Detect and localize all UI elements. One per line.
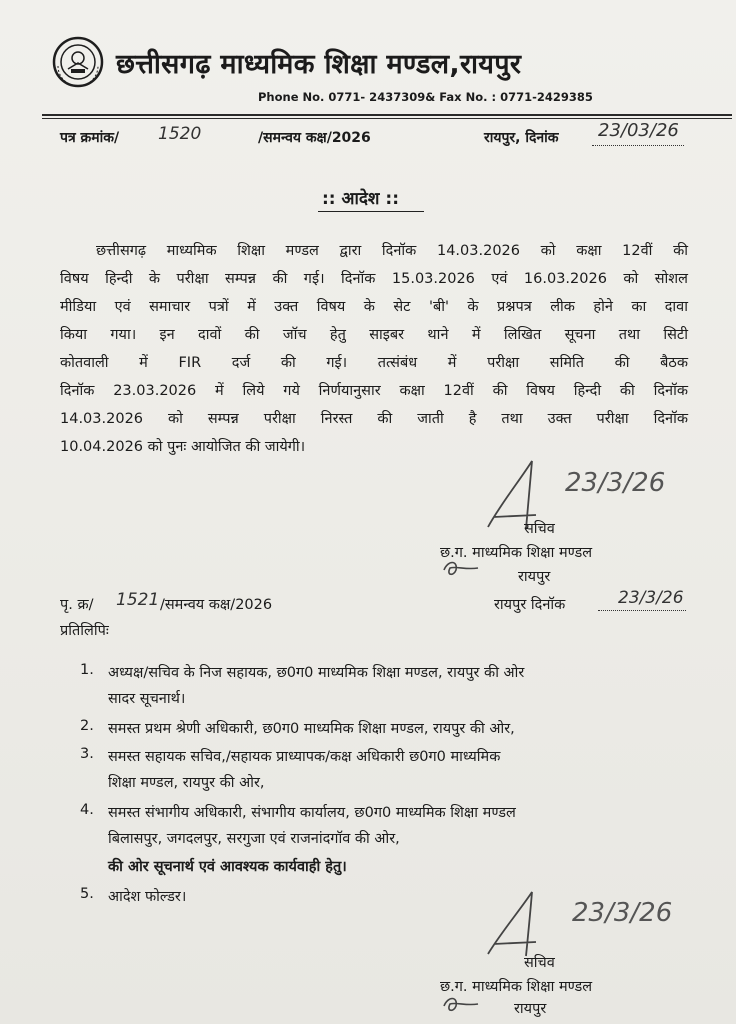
copy-item-1-line-1: अध्यक्ष/सचिव के निज सहायक, छ0ग0 माध्यमिक शिक्षा मण्डल, रायपुर की ओर	[108, 665, 525, 681]
signatory-office: छ.ग. माध्यमिक शिक्षा मण्डल	[440, 545, 593, 561]
signatory-2-office: छ.ग. माध्यमिक शिक्षा मण्डल	[440, 979, 593, 995]
order-line-8: 10.04.2026 को पुनः आयोजित की जायेगी।	[60, 439, 306, 455]
section-label: /समन्वय कक्ष/2026	[258, 130, 371, 146]
copy-item-3-line-2: शिक्षा मण्डल, रायपुर की ओर,	[108, 775, 265, 791]
copy-item-5-number: 5.	[80, 886, 94, 902]
letter-number-handwritten: 1520	[158, 124, 202, 144]
copy-item-4-line-2: बिलासपुर, जगदलपुर, सरगुजा एवं राजनांदगॉव की ओर,	[108, 831, 400, 847]
order-line-4: किया गया। इन दावों की जॉच हेतु साइबर थाने में लिखित सूचना तथा सिटी	[60, 327, 688, 343]
order-line-6: दिनॉक 23.03.2026 में लिये गये निर्णयानुसार कक्षा 12वीं की विषय हिन्दी की दिनॉक	[60, 383, 688, 399]
copy-item-3-line-1: समस्त सहायक सचिव,/सहायक प्राध्यापक/कक्ष अधिकारी छ0ग0 माध्यमिक	[108, 749, 501, 765]
copy-item-3-number: 3.	[80, 746, 94, 762]
copy-item-1-number: 1.	[80, 662, 94, 678]
signatory-designation: सचिव	[524, 521, 555, 537]
copy-item-4-line-1: समस्त संभागीय अधिकारी, संभागीय कार्यालय, छ0ग0 माध्यमिक शिक्षा मण्डल	[108, 805, 516, 821]
signature-2-date-handwritten: 23/3/26	[572, 898, 673, 928]
order-heading-underline	[318, 211, 424, 212]
organization-title: छत्तीसगढ़ माध्यमिक शिक्षा मण्डल,रायपुर	[116, 49, 522, 80]
endorsement-section: /समन्वय कक्ष/2026	[160, 597, 273, 613]
signature-mark-2	[480, 888, 560, 962]
signatory-city: रायपुर	[518, 569, 551, 585]
copy-item-1-line-2: सादर सूचनार्थ।	[108, 691, 186, 707]
order-line-3: मीडिया एवं समाचार पत्रों में उक्त विषय के सेट 'बी' के प्रश्नपत्र लीक होने का दावा	[60, 299, 688, 315]
order-line-1: छत्तीसगढ़ माध्यमिक शिक्षा मण्डल द्वारा दिनॉक 14.03.2026 को कक्षा 12वीं की	[96, 243, 688, 259]
header-rule-thin	[42, 118, 732, 119]
action-note: की ओर सूचनार्थ एवं आवश्यक कार्यवाही हेतु।	[108, 859, 347, 875]
endorsement-ref-handwritten: 1521	[116, 590, 160, 610]
order-line-2: विषय हिन्दी के परीक्षा सम्पन्न की गई। दिनॉक 15.03.2026 एवं 16.03.2026 को सोशल	[60, 271, 688, 287]
endorsement-date-handwritten: 23/3/26	[618, 588, 684, 608]
date-dotted-line	[592, 145, 684, 146]
order-heading: :: आदेश ::	[322, 189, 399, 209]
board-emblem-icon	[52, 36, 104, 88]
header-rule	[42, 114, 732, 116]
copy-item-2-line-1: समस्त प्रथम श्रेणी अधिकारी, छ0ग0 माध्यमिक शिक्षा मण्डल, रायपुर की ओर,	[108, 721, 515, 737]
signatory-2-designation: सचिव	[524, 955, 555, 971]
letter-number-label: पत्र क्रमांक/	[60, 130, 120, 146]
date-label: रायपुर, दिनांक	[484, 130, 559, 146]
endorsement-date-dotted-line	[598, 610, 686, 611]
copy-item-4-number: 4.	[80, 802, 94, 818]
copy-to-label: प्रतिलिपिः	[60, 623, 109, 639]
signature-date-handwritten: 23/3/26	[565, 468, 666, 498]
contact-numbers: Phone No. 0771- 2437309& Fax No. : 0771-2429385	[258, 90, 593, 104]
date-handwritten: 23/03/26	[598, 120, 679, 141]
endorsement-ref-label: पृ. क्र/	[60, 597, 94, 613]
order-line-7: 14.03.2026 को सम्पन्न परीक्षा निरस्त की जाती है तथा उक्त परीक्षा दिनॉक	[60, 411, 688, 427]
copy-item-2-number: 2.	[80, 718, 94, 734]
signatory-2-city: रायपुर	[514, 1001, 547, 1017]
order-line-5: कोतवाली में FIR दर्ज की गई। तत्संबंध में परीक्षा समिति की बैठक	[60, 355, 688, 371]
copy-item-5-line-1: आदेश फोल्डर।	[108, 889, 187, 905]
initial-mark-2	[440, 992, 484, 1016]
endorsement-date-label: रायपुर दिनॉक	[494, 597, 566, 613]
